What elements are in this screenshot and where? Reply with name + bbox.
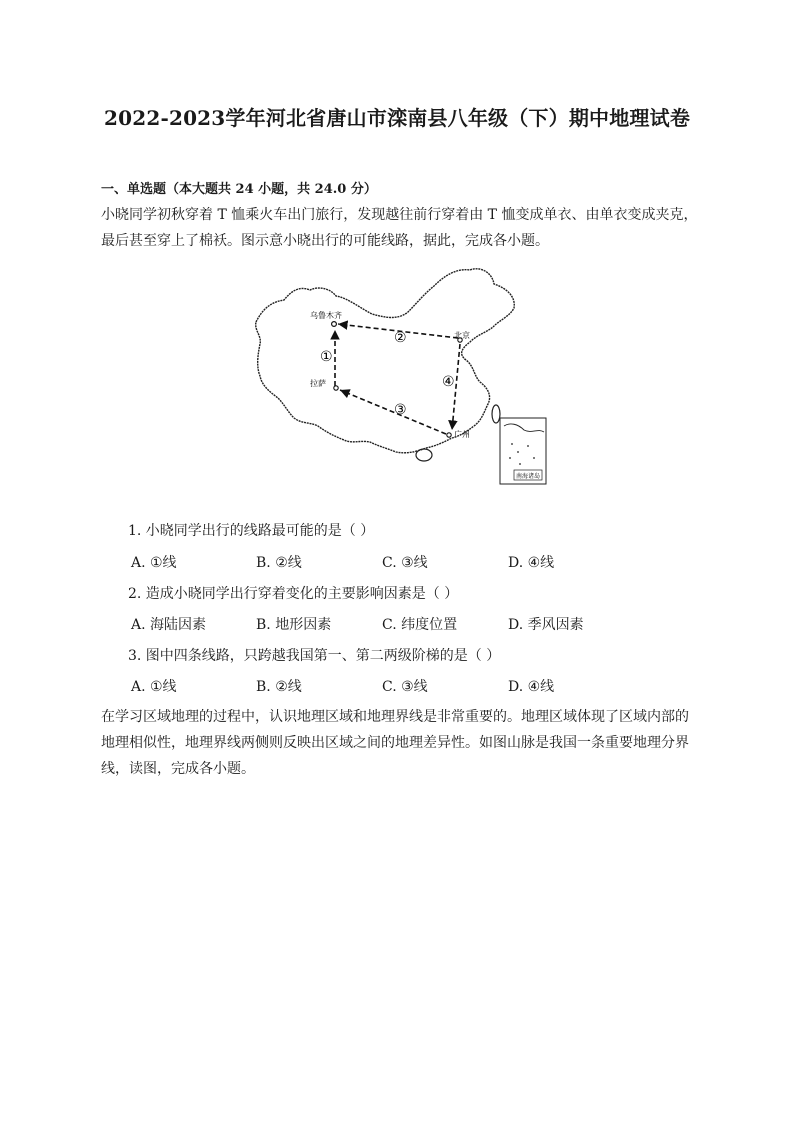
city-label-lhasa: 拉萨 <box>310 379 326 388</box>
hainan-island <box>416 449 432 461</box>
city-label-guangzhou: 广州 <box>454 430 470 439</box>
question-3-stem: 3. 图中四条线路，只跨越我国第一、第二两级阶梯的是（ ） <box>128 648 501 664</box>
question-2-option-c[interactable]: C. 纬度位置 <box>382 617 458 633</box>
question-1-options <box>131 552 651 572</box>
question-1-option-b[interactable]: B. ②线 <box>256 555 302 571</box>
question-3-option-c[interactable]: C. ③线 <box>382 679 428 695</box>
question-3-option-b[interactable]: B. ②线 <box>256 679 302 695</box>
exam-title: 2022-2023学年河北省唐山市滦南县八年级（下）期中地理试卷 <box>103 106 691 130</box>
china-route-map <box>248 262 548 487</box>
route-label-2: ② <box>394 330 407 346</box>
question-2-options <box>131 614 651 634</box>
question-1-option-d[interactable]: D. ④线 <box>508 555 555 571</box>
question-3-option-a[interactable]: A. ①线 <box>131 679 177 695</box>
question-2-option-d[interactable]: D. 季风因素 <box>508 617 584 633</box>
question-1-option-c[interactable]: C. ③线 <box>382 555 428 571</box>
route-label-3: ③ <box>394 402 407 418</box>
question-3-options <box>131 676 651 696</box>
route-label-1: ① <box>320 349 333 365</box>
question-1-stem: 1. 小晓同学出行的线路最可能的是（ ） <box>128 523 375 539</box>
question-2-option-a[interactable]: A. 海陆因素 <box>131 617 207 633</box>
city-dot-lhasa <box>334 386 338 390</box>
route-3-line <box>340 390 446 434</box>
question-3-option-d[interactable]: D. ④线 <box>508 679 555 695</box>
intro-paragraph-2: 在学习区域地理的过程中，认识地理区域和地理界线是非常重要的。地理区域体现了区域内部的地理相似性，地理界线两侧则反映出区域之间的地理差异性。如图山脉是我国一条重要地理分界线，读图，完成各小题。 <box>101 709 689 777</box>
city-dot-guangzhou <box>447 433 451 437</box>
country-outline <box>256 269 515 453</box>
map-figure <box>248 262 548 487</box>
intro-paragraph-1: 小晓同学初秋穿着 T 恤乘火车出门旅行，发现越往前行穿着由 T 恤变成单衣、由单衣变成夹克，最后甚至穿上了棉袄。图示意小晓出行的可能线路，据此，完成各小题。 <box>101 207 698 249</box>
taiwan-island <box>492 405 500 423</box>
city-label-urumqi: 乌鲁木齐 <box>310 311 342 320</box>
route-label-4: ④ <box>442 374 455 390</box>
section-heading: 一、单选题（本大题共 24 小题，共 24.0 分） <box>101 182 377 197</box>
question-2-stem: 2. 造成小晓同学出行穿着变化的主要影响因素是（ ） <box>128 586 459 602</box>
inset-label: 南海诸岛 <box>515 473 541 480</box>
question-2-option-b[interactable]: B. 地形因素 <box>256 617 332 633</box>
city-dot-urumqi <box>332 322 337 327</box>
city-label-beijing: 北京 <box>454 331 470 340</box>
question-1-option-a[interactable]: A. ①线 <box>131 555 177 571</box>
